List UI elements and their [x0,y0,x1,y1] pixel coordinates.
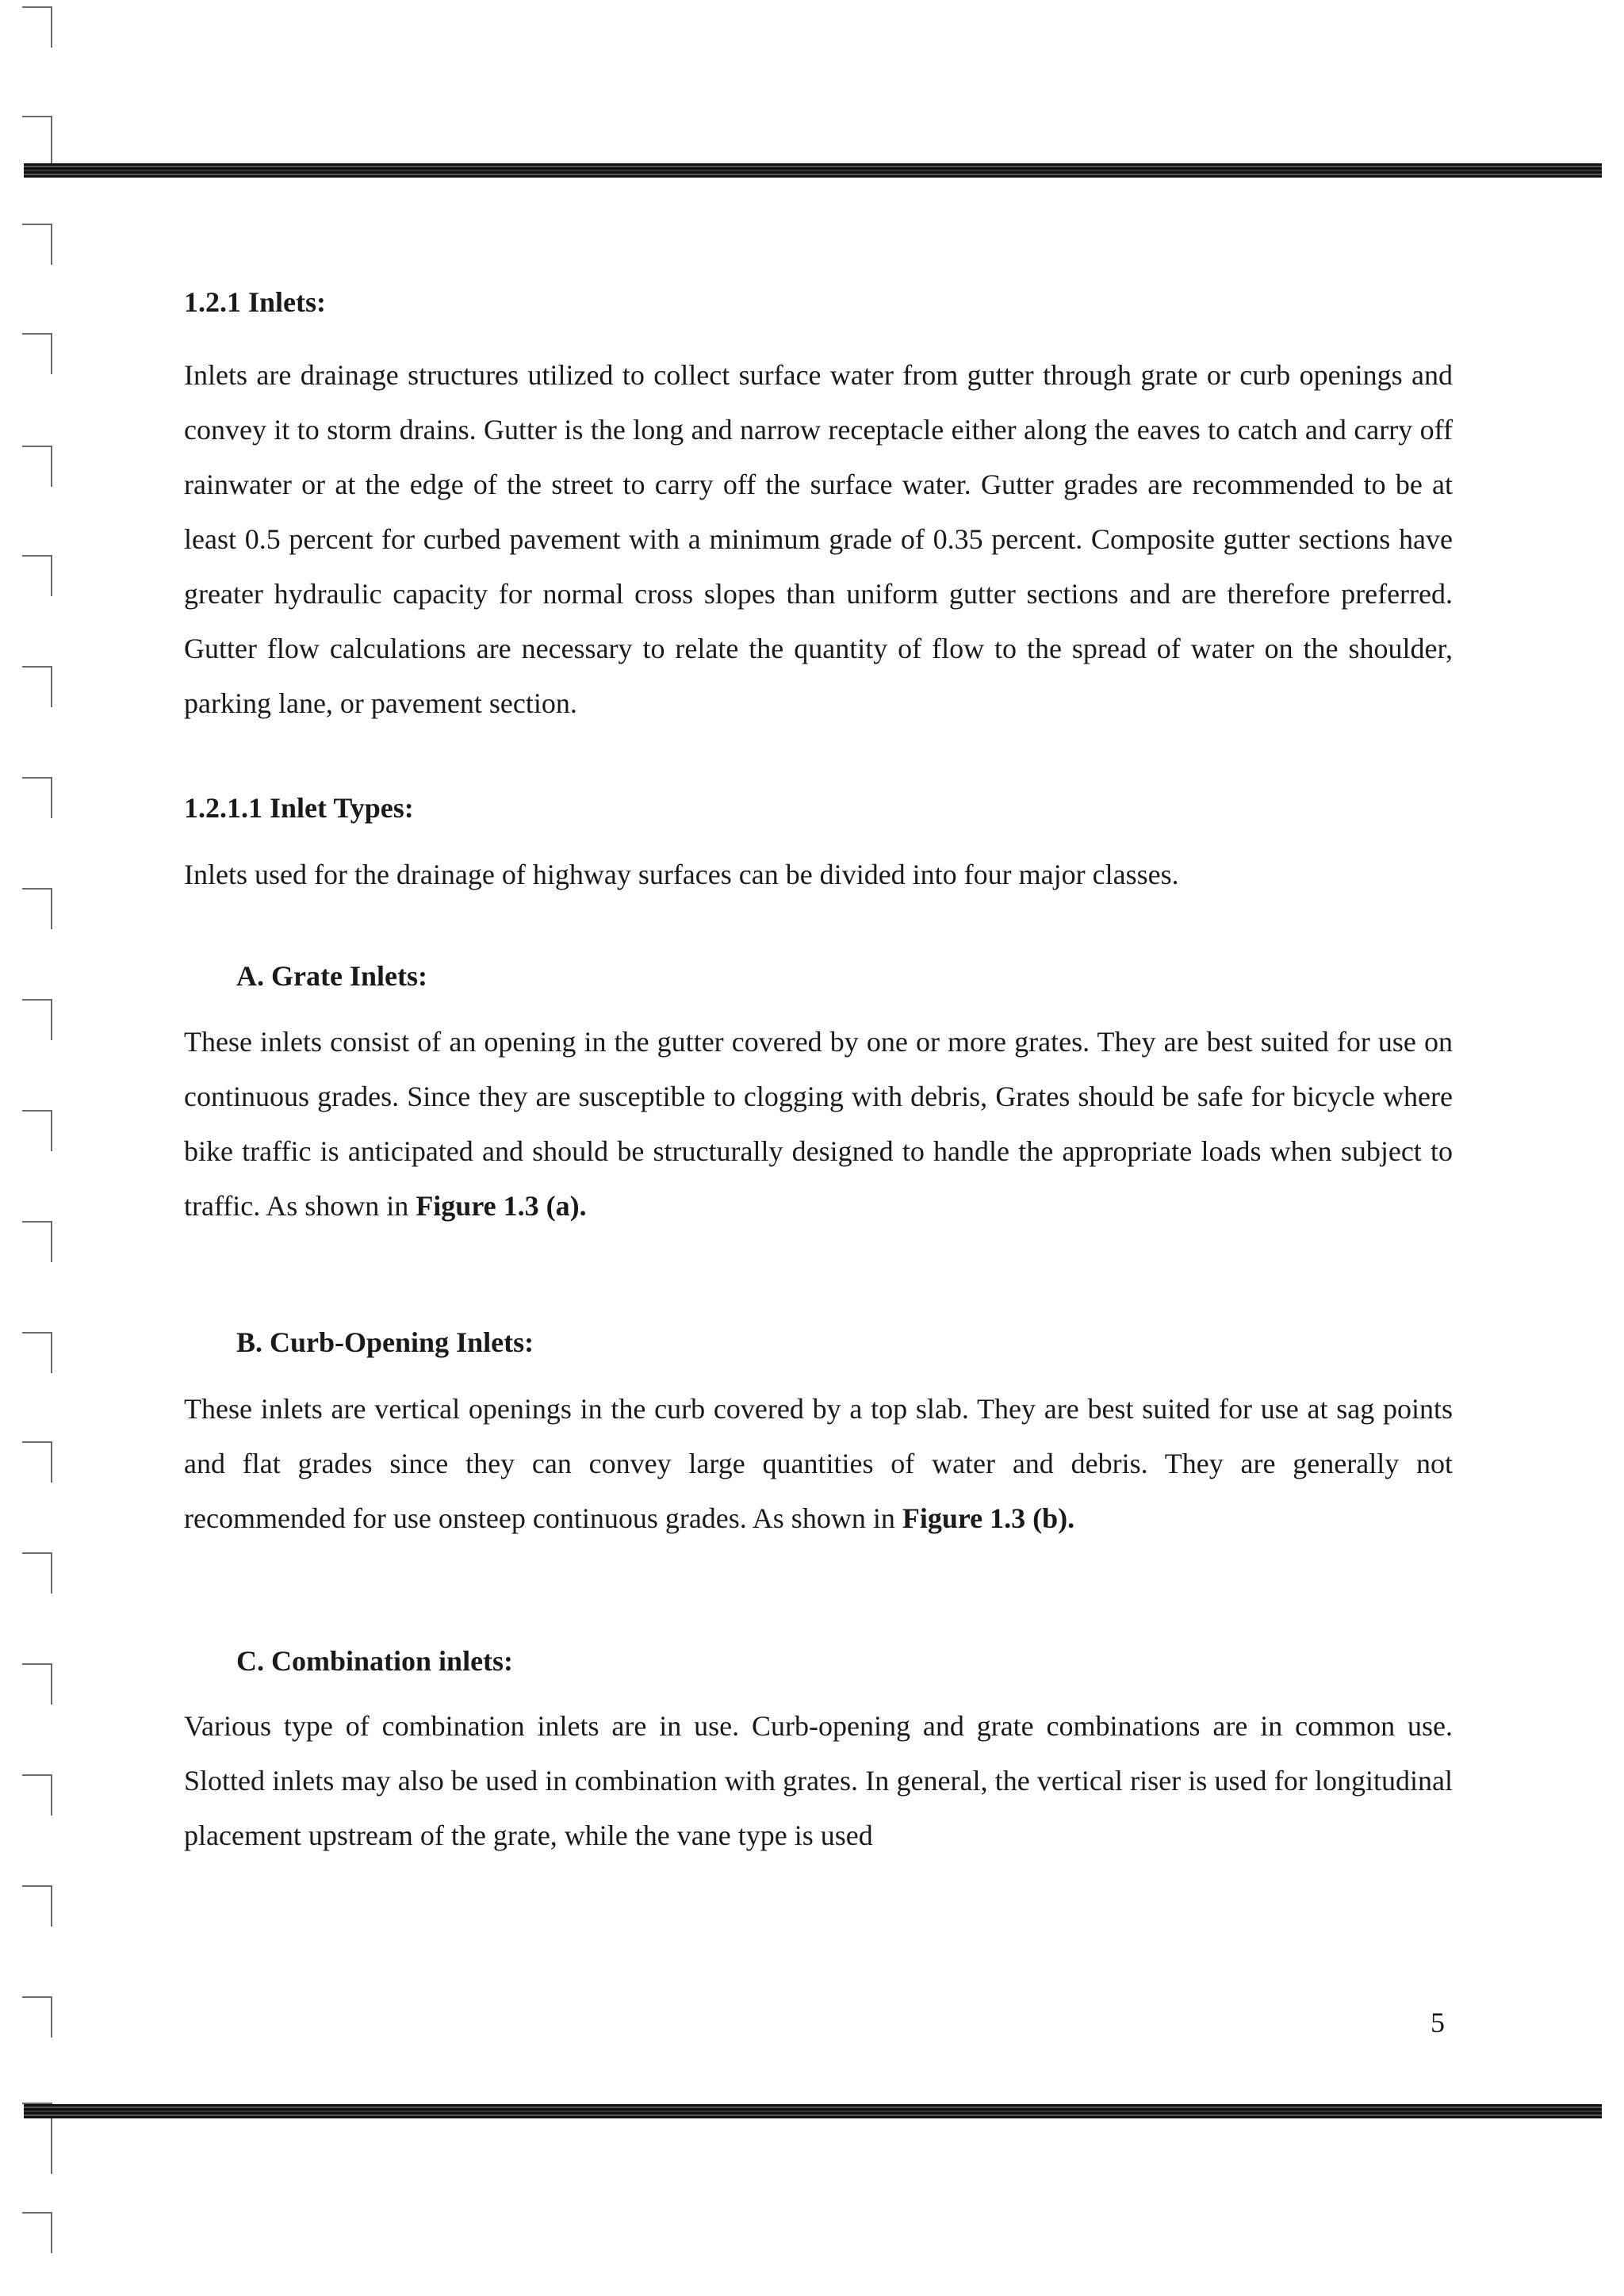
binding-hook [22,1885,52,1927]
binding-hook [22,6,52,48]
paragraph-curb-opening-inlets [184,1382,1453,1546]
binding-hook [22,888,52,929]
paragraph-inlets: Inlets are drainage structures utilized to collect surface water from gutter through grate or curb openings and convey it to storm drains. Gutter is the long and narrow receptacle either along the eaves to catch and carry off rainwater or at the edge of the street to carry off the surface water. Gutter grades are recommended to be at least 0.5 percent for curbed pavement with a minimum grade of 0.35 percent. Composite gutter sections have greater hydraulic capacity for normal cross slopes than uniform gutter sections and are therefore preferred. Gutter flow calculations are necessary to relate the quantity of flow to the spread of water on the shoulder, parking lane, or pavement section. [184,359,1453,720]
curb-text: These inlets are vertical openings in the curb covered by a top slab. They are best suited for use at sag points and flat grades since they can convey large quantities of water and debris. They are generally not recommended for use onsteep continuous grades. As shown in [184,1392,1453,1534]
binding-hook [22,446,52,487]
heading-grate-inlets: A. Grate Inlets: [236,960,427,993]
paragraph-combination-inlets: Various type of combination inlets are in use. Curb-opening and grate combinations are in common use. Slotted inlets may also be used in combination with grates. In general, the vertical riser is used for longitudinal placement upstream of the grate, while the vane type is used [184,1709,1453,1851]
binding-hook [22,1332,52,1373]
page-content [184,285,1453,1863]
footer-rule [24,2104,1602,2118]
binding-hook [22,224,52,265]
binding-hook [22,1774,52,1816]
binding-hook [22,1663,52,1705]
header-rule [24,163,1602,178]
binding-hook [22,1996,52,2038]
section-heading-inlet-types: 1.2.1.1 Inlet Types: [184,792,414,825]
binding-hook [22,999,52,1040]
page-number: 5 [1431,2007,1445,2038]
heading-curb-opening-inlets: B. Curb-Opening Inlets: [236,1326,534,1358]
binding-hook [22,777,52,818]
figure-ref-b: Figure 1.3 (b). [902,1502,1075,1534]
binding-hook [22,1441,52,1483]
figure-ref-a: Figure 1.3 (a). [416,1189,587,1222]
binding-hook [22,666,52,707]
binding-hook [22,1221,52,1262]
section-heading-inlets: 1.2.1 Inlets: [184,286,326,318]
binding-hook [22,333,52,374]
binding-hook [22,2212,52,2253]
binding-hook [22,555,52,596]
paragraph-grate-inlets [184,1015,1453,1234]
heading-combination-inlets: C. Combination inlets: [236,1644,514,1677]
paragraph-inlet-types: Inlets used for the drainage of highway surfaces can be divided into four major classes. [184,859,1179,891]
binding-hook [22,1110,52,1151]
binding-margin [0,0,63,2296]
grate-text: These inlets consist of an opening in the gutter covered by one or more grates. They are best suited for use on continuous grades. Since they are susceptible to clogging with debris, Grates should be safe for bicycle where bike traffic is anticipated and should be structurally designed to handle the appropriate loads when subject to traffic. As shown in [184,1025,1453,1222]
binding-hook [22,1552,52,1594]
